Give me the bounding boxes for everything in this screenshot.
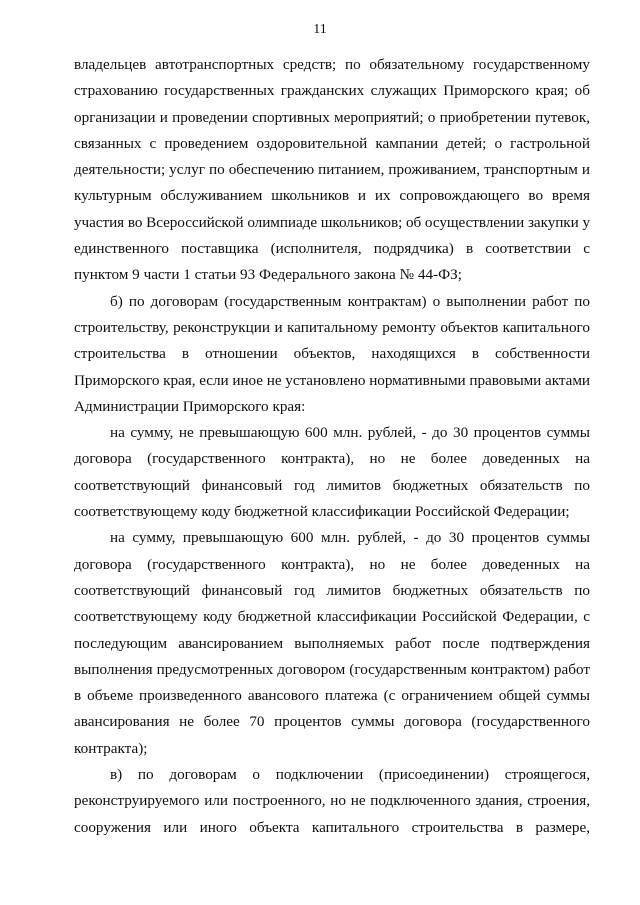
text-line: участия во Всероссийской олимпиаде школьников; об осуществлении закупки у <box>74 213 590 231</box>
text-line: в объеме произведенного авансового платежа (с ограничением общей суммы <box>74 687 590 705</box>
text-line: сооружения или иного объекта капитального строительства в размере, <box>74 818 590 836</box>
text-line: авансирования не более 70 процентов суммы договора (государственного <box>74 713 590 731</box>
text-line: пунктом 9 части 1 статьи 93 Федерального закона № 44-ФЗ; <box>74 266 462 284</box>
text-line: Приморского края, если иное не установлено нормативными правовыми актами <box>74 371 590 389</box>
text-line: соответствующий финансовый год лимитов бюджетных обязательств по <box>74 476 590 494</box>
document-body <box>74 52 590 841</box>
text-line: договора (государственного контракта), но не более доведенных на <box>74 450 590 468</box>
text-line: соответствующему коду бюджетной классификации Российской Федерации, с <box>74 608 590 626</box>
text-line: на сумму, не превышающую 600 млн. рублей, - до 30 процентов суммы <box>110 424 590 442</box>
text-line: связанных с проведением оздоровительной кампании детей; о гастрольной <box>74 134 590 152</box>
text-line: организации и проведении спортивных мероприятий; о приобретении путевок, <box>74 108 590 126</box>
text-line: деятельности; услуг по обеспечению питанием, проживанием, транспортным и <box>74 161 590 179</box>
text-line: культурным обслуживанием школьников и их сопровождающего во время <box>74 187 590 205</box>
text-line: страхованию государственных гражданских служащих Приморского края; об <box>74 82 590 100</box>
text-line: реконструируемого или построенного, но не подключенного здания, строения, <box>74 792 590 810</box>
text-line: на сумму, превышающую 600 млн. рублей, - до 30 процентов суммы <box>110 529 590 547</box>
text-line: в) по договорам о подключении (присоединении) строящегося, <box>110 766 590 784</box>
text-line: соответствующему коду бюджетной классификации Российской Федерации; <box>74 503 570 521</box>
page-number: 11 <box>313 22 327 37</box>
text-line: строительству, реконструкции и капитальному ремонту объектов капитального <box>74 318 590 336</box>
text-line: строительства в отношении объектов, находящихся в собственности <box>74 345 590 363</box>
text-line: единственного поставщика (исполнителя, подрядчика) в соответствии с <box>74 240 590 258</box>
text-line: контракта); <box>74 739 148 757</box>
text-line: договора (государственного контракта), но не более доведенных на <box>74 555 590 573</box>
text-line: владельцев автотранспортных средств; по обязательному государственному <box>74 56 590 73</box>
text-line: соответствующий финансовый год лимитов бюджетных обязательств по <box>74 581 590 599</box>
text-line: выполнения предусмотренных договором (государственным контрактом) работ <box>74 660 590 678</box>
text-line: последующим авансированием выполняемых работ после подтверждения <box>74 634 590 652</box>
text-line: б) по договорам (государственным контрактам) о выполнении работ по <box>110 292 590 310</box>
text-line: Администрации Приморского края: <box>74 397 306 415</box>
